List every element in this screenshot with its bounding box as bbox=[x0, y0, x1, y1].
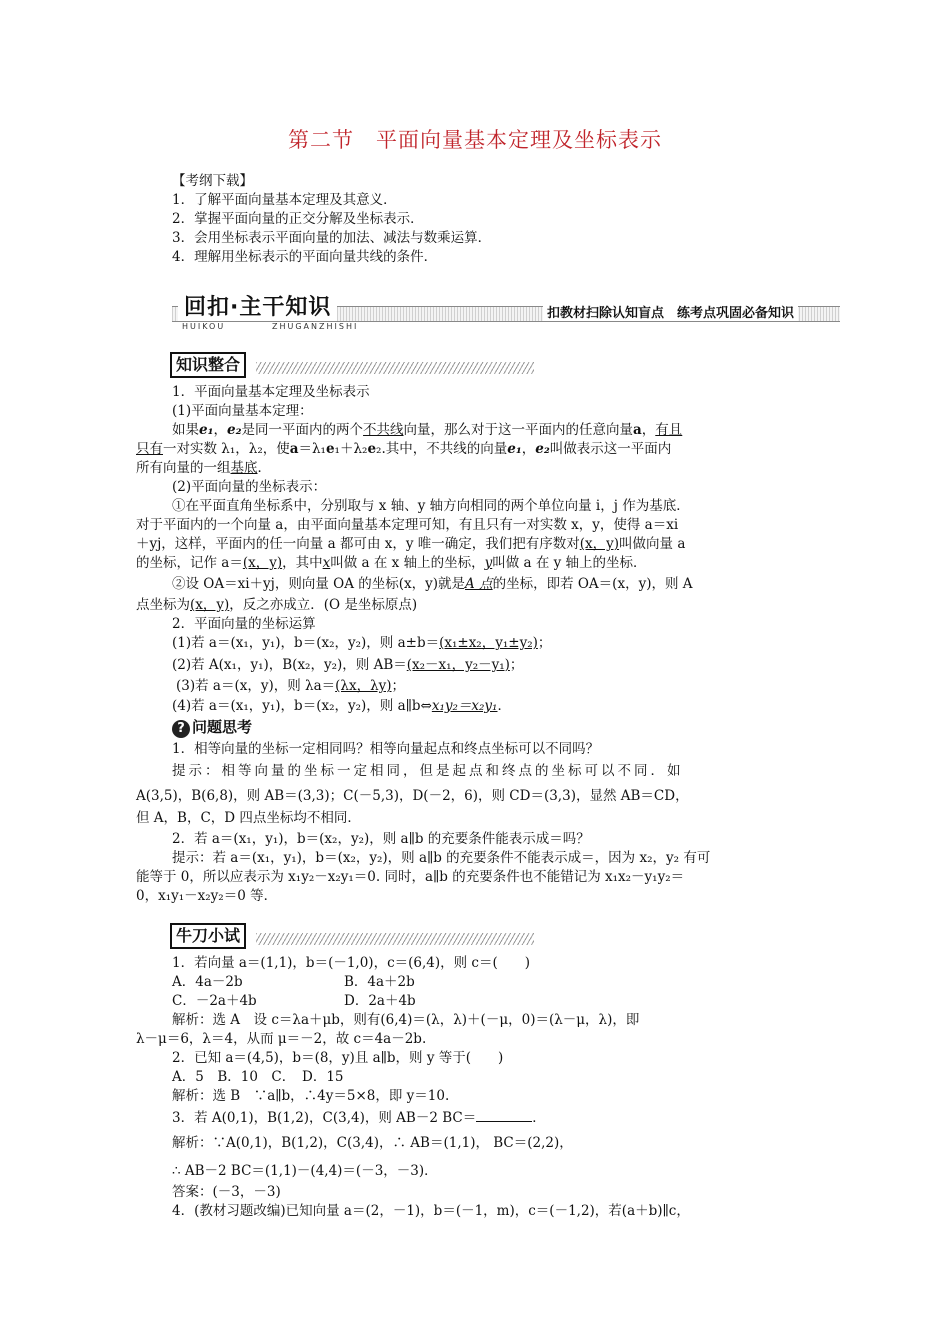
heading: 1．平面向量基本定理及坐标表示 bbox=[172, 384, 370, 400]
heading: 2．平面向量的坐标运算 bbox=[172, 616, 316, 632]
solution-line: 解析：∵A(0,1)，B(1,2)，C(3,4)，∴ AB＝(1,1)， BC＝(2,2)， bbox=[172, 1135, 573, 1151]
section-banner bbox=[172, 290, 840, 336]
answer-line: 但 A，B，C，D 四点坐标均不相同． bbox=[136, 810, 361, 826]
answer-line: 能等于 0，所以应表示为 x₁y₂－x₂y₁＝0. 同时，a∥b 的充要条件也不能错记为 x₁x₂－y₁y₂＝ bbox=[136, 869, 685, 885]
answer-line: 提示：若 a＝(x₁，y₁)，b＝(x₂，y₂)，则 a∥b 的充要条件不能表示成＝，因为 x₂，y₂ 有可 bbox=[172, 850, 711, 866]
page-title: 第二节 平面向量基本定理及坐标表示 bbox=[288, 128, 662, 152]
outline-item: 3．会用坐标表示平面向量的加法、减法与数乘运算． bbox=[172, 230, 492, 246]
subheading: (1)平面向量基本定理： bbox=[172, 403, 313, 419]
paragraph-line: 所有向量的一组基底． bbox=[136, 460, 271, 476]
solution-line: 解析：选 A 设 c＝λa＋μb，则有(6,4)＝(λ，λ)＋(－μ，0)＝(λ－μ，λ)，即 bbox=[172, 1012, 640, 1028]
banner-subtitle-1: HUIKOU bbox=[182, 322, 226, 331]
answer-line: 0，x₁y₁－x₂y₂＝0 等． bbox=[136, 888, 278, 904]
section-tag-knowledge: 知识整合 bbox=[170, 352, 246, 378]
formula-line: (4)若 a＝(x₁，y₁)，b＝(x₂，y₂)，则 a∥b⇔x₁y₂＝x₂y₁． bbox=[172, 698, 511, 714]
hatch-divider bbox=[256, 933, 534, 945]
question-mark-icon: ? bbox=[172, 720, 190, 738]
solution-line: ∴ AB－2 BC＝(1,1)－(4,4)＝(－3，－3)． bbox=[172, 1163, 438, 1179]
exercise: 3．若 A(0,1)，B(1,2)，C(3,4)，则 AB－2 BC＝ ． bbox=[172, 1110, 546, 1126]
question: 1．相等向量的坐标一定相同吗？相等向量起点和终点坐标可以不同吗？ bbox=[172, 741, 600, 757]
outline-item: 2．掌握平面向量的正交分解及坐标表示． bbox=[172, 211, 424, 227]
subheading: (2)平面向量的坐标表示： bbox=[172, 479, 327, 495]
paragraph-line: 对于平面内的一个向量 a，由平面向量基本定理可知，有且只有一对实数 x，y，使得 a＝xi bbox=[136, 517, 679, 533]
formula-line: (2)若 A(x₁，y₁)，B(x₂，y₂)，则 AB＝(x₂－x₁，y₂－y₁)； bbox=[172, 657, 524, 673]
answer-line: 答案：(－3，－3) bbox=[172, 1184, 281, 1200]
paragraph-line: ①在平面直角坐标系中，分别取与 x 轴、y 轴方向相同的两个单位向量 i，j 作为基底． bbox=[172, 498, 690, 514]
banner-title: 回扣·主干知识 bbox=[178, 290, 337, 321]
hatch-divider bbox=[256, 362, 534, 374]
exercise: 2．已知 a＝(4,5)，b＝(8，y)且 a∥b，则 y 等于( ) bbox=[172, 1050, 504, 1066]
option: C．－2a＋4b bbox=[172, 993, 257, 1009]
section-tag-practice: 牛刀小试 bbox=[170, 923, 246, 949]
option: A．5 B．10 C． D．15 bbox=[172, 1069, 344, 1085]
outline-item: 4．理解用坐标表示的平面向量共线的条件． bbox=[172, 249, 438, 265]
paragraph-line: ②设 OA＝xi＋yj，则向量 OA 的坐标(x，y)就是A 点的坐标，即若 OA＝(x，y)，则 A bbox=[172, 576, 693, 592]
outline-item: 1．了解平面向量基本定理及其意义． bbox=[172, 192, 397, 208]
paragraph-line: 只有一对实数 λ₁，λ₂，使a＝λ₁e₁＋λ₂e₂.其中，不共线的向量e₁，e₂叫做表示这一平面内 bbox=[136, 441, 672, 457]
outline-heading: 【考纲下载】 bbox=[172, 173, 253, 189]
solution-line: 解析：选 B ∵a∥b，∴4y＝5×8，即 y＝10. bbox=[172, 1088, 450, 1104]
solution-line: λ－μ＝6，λ＝4，从而 μ＝－2，故 c＝4a－2b. bbox=[136, 1031, 427, 1047]
formula-line: (3)若 a＝(x，y)，则 λa＝(λx，λy)； bbox=[176, 678, 406, 694]
exercise: 4．(教材习题改编)已知向量 a＝(2，－1)，b＝(－1，m)，c＝(－1,2)，若(a＋b)∥c， bbox=[172, 1203, 690, 1219]
banner-subtitle-2: ZHUGANZHISHI bbox=[272, 322, 359, 331]
formula-line: (1)若 a＝(x₁，y₁)，b＝(x₂，y₂)，则 a±b＝(x₁±x₂，y₁±y₂)； bbox=[172, 635, 552, 651]
question-heading: ? 问题思考 bbox=[172, 716, 252, 738]
option: A．4a－2b bbox=[172, 974, 243, 990]
paragraph-line: ＋yj，这样，平面内的任一向量 a 都可由 x，y 唯一确定，我们把有序数对(x，y)叫做向量 a bbox=[136, 536, 686, 552]
exercise: 1．若向量 a＝(1,1)，b＝(－1,0)，c＝(6,4)，则 c＝( ) bbox=[172, 955, 531, 971]
option: B．4a＋2b bbox=[344, 974, 415, 990]
paragraph-line: 点坐标为(x，y)，反之亦成立．(O 是坐标原点) bbox=[136, 597, 418, 613]
paragraph-line: 如果e₁，e₂是同一平面内的两个不共线向量，那么对于这一平面内的任意向量a，有且 bbox=[172, 422, 683, 438]
answer-blank bbox=[476, 1108, 532, 1122]
answer-line: 提示：相等向量的坐标一定相同，但是起点和终点的坐标可以不同．如 bbox=[172, 763, 684, 779]
answer-line: A(3,5)，B(6,8)，则 AB＝(3,3)；C(－5,3)，D(－2，6)，则 CD＝(3,3)，显然 AB＝CD， bbox=[136, 788, 689, 804]
option: D．2a＋4b bbox=[344, 993, 416, 1009]
banner-right-text: 扣教材扫除认知盲点 练考点巩固必备知识 bbox=[543, 302, 798, 321]
question: 2．若 a＝(x₁，y₁)，b＝(x₂，y₂)，则 a∥b 的充要条件能表示成＝吗？ bbox=[172, 831, 590, 847]
paragraph-line: 的坐标，记作 a＝(x，y)，其中x叫做 a 在 x 轴上的坐标，y叫做 a 在 y 轴上的坐标． bbox=[136, 555, 647, 571]
